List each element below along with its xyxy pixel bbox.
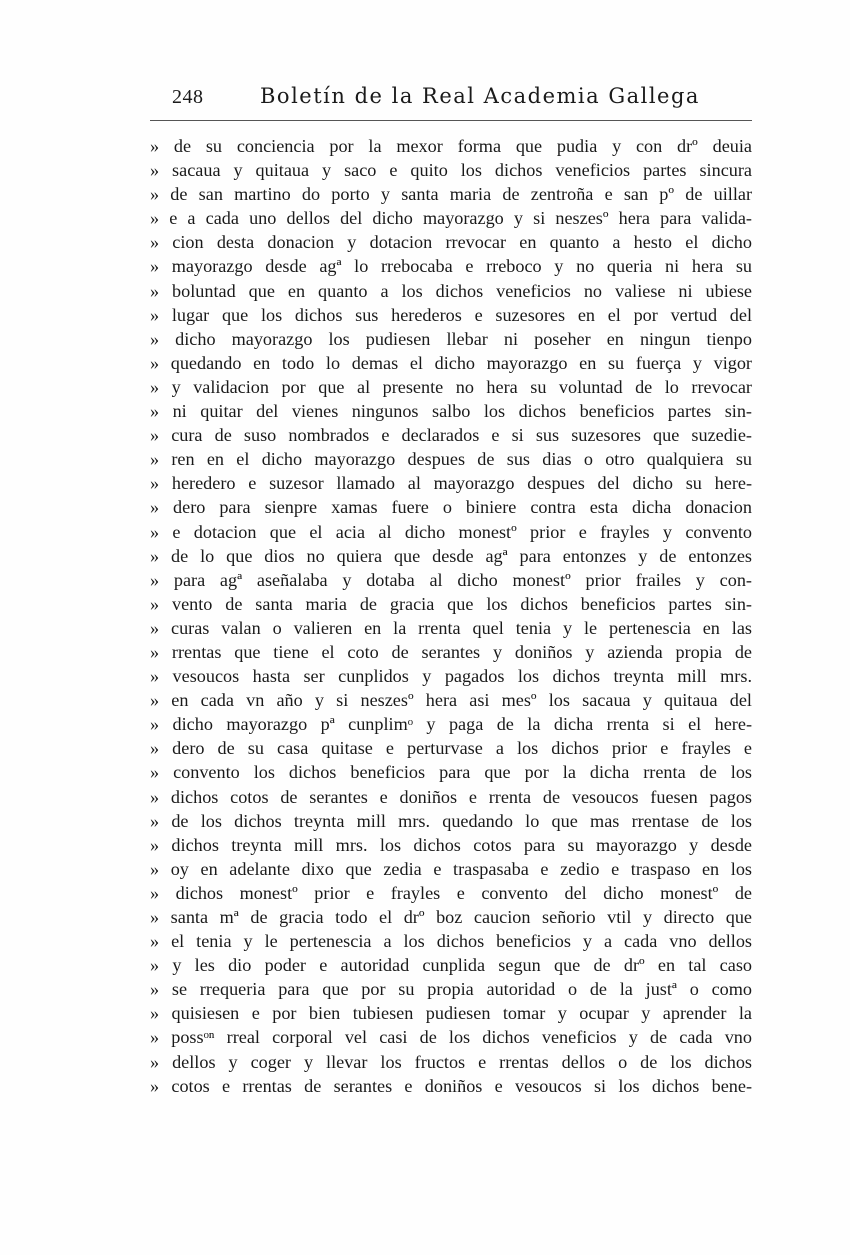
text-line: » de san martino do porto y santa maria de zentroña e san pº de uillar [150, 184, 752, 205]
text-line: » se rrequeria para que por su propia autoridad o de la justª o como [150, 979, 752, 1000]
text-line: » e dotacion que el acia al dicho monestº prior e frayles y convento [150, 521, 752, 542]
text-line: » curas valan o valieren en la rrenta quel tenia y le pertenescia en las [150, 617, 752, 638]
text-line: » e a cada uno dellos del dicho mayorazgo y si neszesº hera para valida- [150, 208, 752, 229]
text-line: » quedando en todo lo demas el dicho mayorazgo en su fuerça y vigor [150, 352, 752, 373]
text-line: » dicho mayorazgo pª cunplimᵒ y paga de la dicha rrenta si el here- [150, 714, 752, 735]
text-line: » dichos monestº prior e frayles e convento del dicho monestº de [150, 882, 752, 903]
page-number: 248 [172, 86, 204, 108]
text-line: » y validacion por que al presente no hera su voluntad de lo rrevocar [150, 376, 752, 397]
text-line: » ni quitar del vienes ningunos salbo los dichos beneficios partes sin- [150, 401, 752, 422]
header-rule [150, 120, 752, 121]
text-line: » dellos y coger y llevar los fructos e rrentas dellos o de los dichos [150, 1051, 752, 1072]
text-line: » dicho mayorazgo los pudiesen llebar ni poseher en ningun tienpo [150, 328, 752, 349]
text-line: » sacaua y quitaua y saco e quito los dichos veneficios partes sincura [150, 160, 752, 181]
text-line: » cura de suso nombrados e declarados e si sus suzesores que suzedie- [150, 425, 752, 446]
text-line: » de su conciencia por la mexor forma que pudia y con drº deuia [150, 136, 752, 156]
text-line: » cion desta donacion y dotacion rrevocar en quanto a hesto el dicho [150, 232, 752, 253]
text-line: » vesoucos hasta ser cunplidos y pagados los dichos treynta mill mrs. [150, 666, 752, 687]
text-line: » cotos e rrentas de serantes e doniños e vesoucos si los dichos bene- [150, 1075, 752, 1096]
text-line: » en cada vn año y si neszesº hera asi mesº los sacaua y quitaua del [150, 690, 752, 711]
text-line: » vento de santa maria de gracia que los dichos beneficios partes sin- [150, 593, 752, 614]
text-line: » rrentas que tiene el coto de serantes y doniños y azienda propia de [150, 641, 752, 662]
running-title: Boletín de la Real Academia Gallega [260, 84, 700, 108]
text-line: » para agª aseñalaba y dotaba al dicho monestº prior frailes y con- [150, 569, 752, 590]
text-line: » boluntad que en quanto a los dichos veneficios no valiese ni ubiese [150, 280, 752, 301]
text-line: » de lo que dios no quiera que desde agª para entonzes y de entonzes [150, 545, 752, 566]
text-line: » quisiesen e por bien tubiesen pudiesen tomar y ocupar y aprender la [150, 1003, 752, 1024]
text-line: » heredero e suzesor llamado al mayorazgo despues del dicho su here- [150, 473, 752, 494]
page-header [172, 84, 752, 116]
text-line: » convento los dichos beneficios para que por la dicha rrenta de los [150, 762, 752, 783]
text-line: » mayorazgo desde agª lo rrebocaba e rreboco y no queria ni hera su [150, 256, 752, 277]
text-line: » dero para sienpre xamas fuere o biniere contra esta dicha donacion [150, 497, 752, 518]
text-line: » dichos treynta mill mrs. los dichos cotos para su mayorazgo y desde [150, 834, 752, 855]
text-line: » oy en adelante dixo que zedia e traspasaba e zedio e traspaso en los [150, 858, 752, 879]
text-line: » el tenia y le pertenescia a los dichos beneficios y a cada vno dellos [150, 931, 752, 952]
text-line: » dero de su casa quitase e perturvase a los dichos prior e frayles e [150, 738, 752, 759]
text-line: » dichos cotos de serantes e doniños e rrenta de vesoucos fuesen pagos [150, 786, 752, 807]
text-line: » possᵒⁿ rreal corporal vel casi de los dichos veneficios y de cada vno [150, 1027, 752, 1048]
text-line: » santa mª de gracia todo el drº boz caucion señorio vtil y directo que [150, 907, 752, 927]
text-line: » de los dichos treynta mill mrs. quedando lo que mas rrentase de los [150, 810, 752, 831]
body-text [150, 134, 752, 1098]
text-line: » lugar que los dichos sus herederos e suzesores en el por vertud del [150, 304, 752, 325]
text-line: » y les dio poder e autoridad cunplida segun que de drº en tal caso [150, 955, 752, 976]
text-line: » ren en el dicho mayorazgo despues de sus dias o otro qualquiera su [150, 449, 752, 470]
